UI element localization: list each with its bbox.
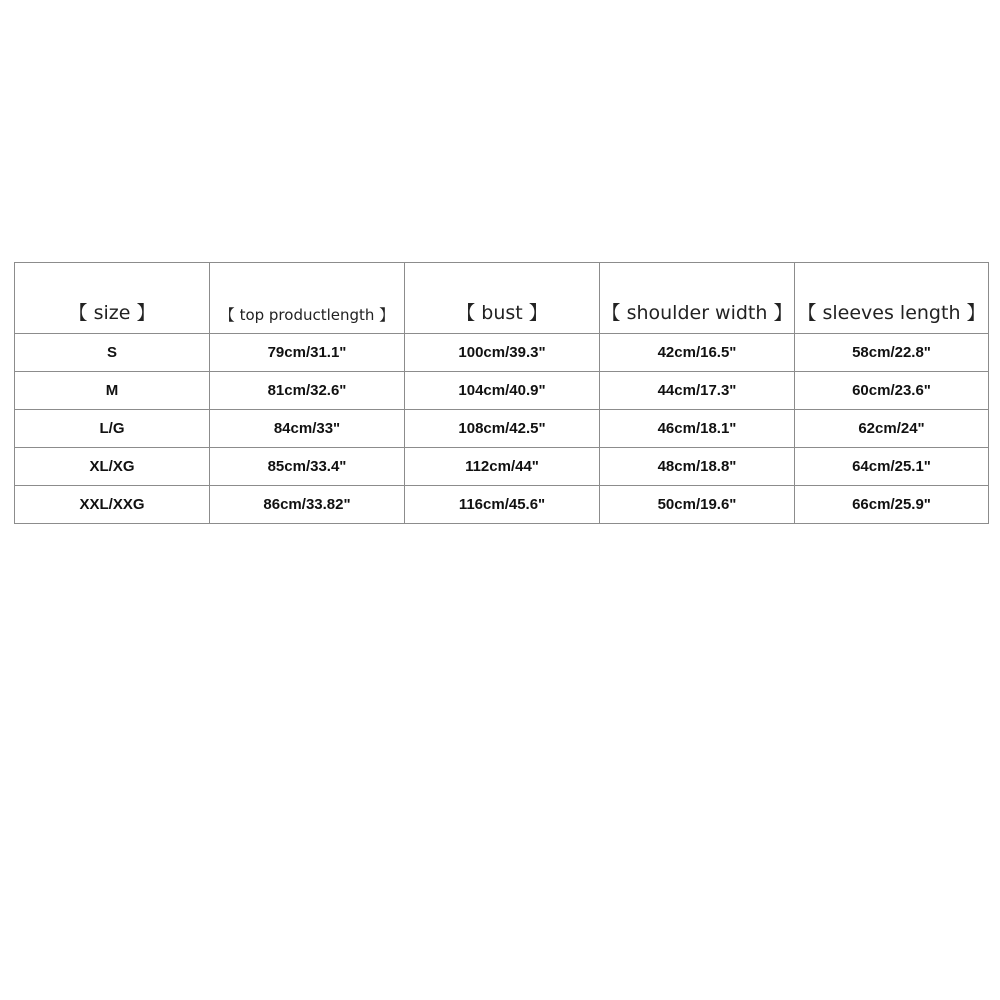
sleeves-cell: 60cm/23.6" <box>795 372 989 410</box>
shoulder-cell: 42cm/16.5" <box>600 334 795 372</box>
bust-cell: 112cm/44" <box>405 448 600 486</box>
shoulder-cell: 50cm/19.6" <box>600 486 795 524</box>
bust-cell: 116cm/45.6" <box>405 486 600 524</box>
bust-cell: 104cm/40.9" <box>405 372 600 410</box>
size-chart-table <box>14 262 989 524</box>
header-shoulder-width-label: 【 shoulder width 】 <box>601 302 793 324</box>
header-bust-label: 【 bust 】 <box>456 302 548 324</box>
length-cell: 79cm/31.1" <box>210 334 405 372</box>
header-bust <box>405 263 600 334</box>
header-shoulder-width <box>600 263 795 334</box>
length-cell: 81cm/32.6" <box>210 372 405 410</box>
table-row <box>15 410 989 448</box>
shoulder-cell: 48cm/18.8" <box>600 448 795 486</box>
bust-cell: 108cm/42.5" <box>405 410 600 448</box>
size-cell: L/G <box>15 410 210 448</box>
size-cell: S <box>15 334 210 372</box>
length-cell: 86cm/33.82" <box>210 486 405 524</box>
header-sleeves-length-label: 【 sleeves length 】 <box>797 302 986 324</box>
header-top-product-length-label: 【 top productlength 】 <box>219 306 395 324</box>
table-row <box>15 334 989 372</box>
sleeves-cell: 64cm/25.1" <box>795 448 989 486</box>
bust-cell: 100cm/39.3" <box>405 334 600 372</box>
table-row <box>15 448 989 486</box>
length-cell: 84cm/33" <box>210 410 405 448</box>
header-row <box>15 263 989 334</box>
sleeves-cell: 66cm/25.9" <box>795 486 989 524</box>
size-cell: XL/XG <box>15 448 210 486</box>
header-top-product-length <box>210 263 405 334</box>
sleeves-cell: 58cm/22.8" <box>795 334 989 372</box>
size-cell: M <box>15 372 210 410</box>
sleeves-cell: 62cm/24" <box>795 410 989 448</box>
size-cell: XXL/XXG <box>15 486 210 524</box>
header-sleeves-length <box>795 263 989 334</box>
table-row <box>15 486 989 524</box>
shoulder-cell: 46cm/18.1" <box>600 410 795 448</box>
table-row <box>15 372 989 410</box>
header-size-label: 【 size 】 <box>68 302 156 324</box>
shoulder-cell: 44cm/17.3" <box>600 372 795 410</box>
header-size <box>15 263 210 334</box>
length-cell: 85cm/33.4" <box>210 448 405 486</box>
